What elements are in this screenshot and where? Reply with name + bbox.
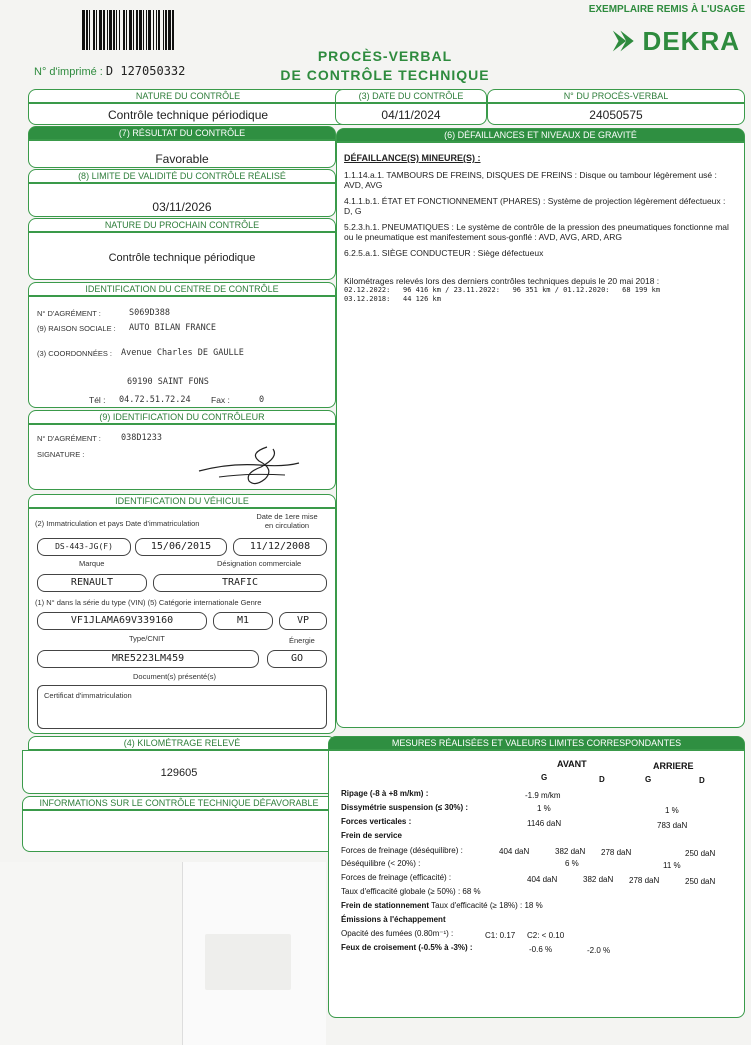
controleur-agrement-value: 038D1233: [121, 433, 162, 443]
first-label-2: en circulation: [264, 521, 310, 530]
ripage-label: Ripage (-8 à +8 m/km) :: [341, 789, 429, 798]
centre-city: 69190 SAINT FONS: [127, 377, 209, 387]
efficacite-value: 382 daN: [583, 875, 614, 884]
controleur-agrement-label: N° D'AGRÉMENT :: [37, 434, 101, 443]
centre-address: Avenue Charles DE GAULLE: [121, 348, 244, 358]
centre-agrement-value: S069D388: [129, 308, 170, 318]
dissym-label: Dissymétrie suspension (≤ 30%) :: [341, 803, 469, 812]
first-label-1: Date de 1ere mise: [256, 512, 318, 521]
col-avant-g: G: [541, 773, 548, 782]
type-label: Type/CNIT: [129, 634, 165, 643]
resultat-box: [28, 140, 336, 168]
prochain-value: Contrôle technique périodique: [108, 252, 256, 264]
centre-raison-label: (9) RAISON SOCIALE :: [37, 324, 116, 333]
defaillance-item: 5.2.3.h.1. PNEUMATIQUES : Le système de contrôle de la pression des pneumatiques fonctionne mal ou le pneumatique est manifestement sous-gonflé : AVD, AVG, ARD, ARG: [344, 222, 729, 242]
stationnement-label: Frein de stationnement: [341, 901, 430, 910]
marque-label: Marque: [79, 559, 105, 568]
desequ-pct-avant: 6 %: [565, 859, 579, 868]
defaillances-content: [344, 153, 736, 304]
defaillances-box: [336, 142, 745, 728]
centre-tel-label: Tél :: [89, 395, 106, 405]
vehicule-box: [28, 508, 336, 734]
dissym-avant: 1 %: [537, 804, 551, 813]
energie-label: Énergie: [289, 636, 315, 645]
date-box: [335, 103, 487, 125]
dekra-logo: [610, 24, 740, 58]
frein-service-label: Frein de service: [341, 831, 402, 840]
forces-label: Forces verticales :: [341, 817, 412, 826]
taux-global: Taux d'efficacité globale (≥ 50%) : 68 %: [341, 887, 481, 896]
centre-fax-value: 0: [259, 395, 265, 405]
imprime-row: [34, 64, 185, 78]
genre-field: VP: [279, 612, 327, 630]
feux-label: Feux de croisement (-0.5% à -3%) :: [341, 943, 473, 952]
opacite-c1: C1: 0.17: [485, 931, 516, 940]
nature-value: Contrôle technique périodique: [107, 108, 269, 122]
pv-value: 24050575: [589, 108, 643, 122]
validite-label: (8) LIMITE DE VALIDITÉ DU CONTRÔLE RÉALISÉ: [28, 169, 336, 183]
ripage-value: -1.9 m/km: [525, 791, 561, 800]
opacite-label: Opacité des fumées (0.80m⁻¹) :: [341, 929, 454, 938]
mesures-box: [328, 750, 745, 1018]
feux-d: -2.0 %: [587, 946, 611, 955]
defaillance-item: 6.2.5.a.1. SIÈGE CONDUCTEUR : Siège défectueux: [344, 248, 544, 258]
exemplaire-label: EXEMPLAIRE REMIS À L'USAGE: [588, 4, 745, 15]
pv-label: N° DU PROCÈS-VERBAL: [487, 89, 745, 103]
centre-label: IDENTIFICATION DU CENTRE DE CONTRÔLE: [28, 282, 336, 296]
arriere-header: ARRIERE: [653, 761, 694, 771]
prochain-label: NATURE DU PROCHAIN CONTRÔLE: [28, 218, 336, 232]
sticker-area: [205, 934, 291, 990]
stationnement-value: Taux d'efficacité (≥ 18%) : 18 %: [431, 901, 543, 910]
efficacite-value: 278 daN: [629, 876, 660, 885]
infos-box: [22, 810, 336, 852]
imprime-value: D 127050332: [105, 64, 186, 78]
centre-raison-value: AUTO BILAN FRANCE: [129, 323, 216, 333]
blank-area: [0, 862, 182, 1045]
blank-sheet: [182, 862, 326, 1045]
km-history-2: 03.12.2018: 44 126 km: [344, 295, 441, 303]
col-arriere-d: D: [699, 776, 705, 785]
feux-g: -0.6 %: [529, 945, 553, 954]
resultat-value: Favorable: [155, 152, 209, 166]
mesures-label: MESURES RÉALISÉES ET VALEURS LIMITES CORRESPONDANTES: [328, 736, 745, 750]
nature-box: [28, 103, 348, 125]
vehicule-label: IDENTIFICATION DU VÉHICULE: [28, 494, 336, 508]
centre-tel-value: 04.72.51.72.24: [119, 395, 191, 405]
desequ-value: 278 daN: [601, 848, 632, 857]
efficacite-label: Forces de freinage (efficacité) :: [341, 873, 452, 882]
emissions-label: Émissions à l'échappement: [341, 915, 446, 924]
col-avant-d: D: [599, 775, 605, 784]
forces-arriere: 783 daN: [657, 821, 688, 830]
defaillances-label: (6) DÉFAILLANCES ET NIVEAUX DE GRAVITÉ: [336, 128, 745, 142]
km-box: [22, 750, 336, 794]
defaillance-item: 1.1.14.a.1. TAMBOURS DE FREINS, DISQUES DE FREINS : Disque ou tambour légèrement usé : AVD, AVG: [344, 170, 717, 190]
validite-box: [28, 183, 336, 217]
desequ-value: 382 daN: [555, 847, 586, 856]
type-field: MRE5223LM459: [37, 650, 259, 668]
designation-label: Désignation commerciale: [217, 559, 302, 568]
km-label: (4) KILOMÉTRAGE RELEVÉ: [28, 736, 336, 750]
infos-label: INFORMATIONS SUR LE CONTRÔLE TECHNIQUE DÉFAVORABLE: [22, 796, 336, 810]
km-intro: Kilométrages relevés lors des derniers contrôles techniques depuis le 20 mai 2018 :: [344, 276, 660, 286]
energie-field: GO: [267, 650, 327, 668]
immat-field: DS-443-JG(F): [37, 538, 131, 556]
date-immat-field: 15/06/2015: [135, 538, 227, 556]
vin-label: (1) N° dans la série du type (VIN) (5) Catégorie internationale Genre: [35, 598, 262, 607]
defaillances-heading: DÉFAILLANCE(S) MINEURE(S) :: [344, 153, 481, 163]
centre-coord-label: (3) COORDONNÉES :: [37, 349, 113, 358]
title-line2: DE CONTRÔLE TECHNIQUE: [280, 67, 490, 83]
vin-field: VF1JLAMA69V339160: [37, 612, 207, 630]
signature-icon: [189, 443, 309, 489]
desequ-value: 404 daN: [499, 847, 530, 856]
imprime-label: N° d'imprimé :: [34, 66, 103, 78]
date-label: (3) DATE DU CONTRÔLE: [335, 89, 487, 103]
documents-value: Certificat d'immatriculation: [44, 691, 132, 700]
avant-header: AVANT: [557, 759, 587, 769]
controleur-box: [28, 424, 336, 490]
controleur-label: (9) IDENTIFICATION DU CONTRÔLEUR: [28, 410, 336, 424]
km-history-1: 02.12.2022: 96 416 km / 23.11.2022: 96 351 km / 01.12.2020: 68 199 km: [344, 286, 661, 294]
dekra-logo-icon: [610, 27, 637, 55]
documents-label: Document(s) présenté(s): [133, 672, 216, 681]
dekra-brand: DEKRA: [642, 25, 740, 56]
date-value: 04/11/2024: [381, 108, 441, 122]
desequ-value: 250 daN: [685, 849, 716, 858]
nature-label: NATURE DU CONTRÔLE: [28, 89, 348, 103]
desequ-pct-label: Déséquilibre (< 20%) :: [341, 859, 421, 868]
centre-fax-label: Fax :: [211, 395, 230, 405]
controleur-signature-label: SIGNATURE :: [37, 450, 85, 459]
immat-label: (2) Immatriculation et pays Date d'immatriculation: [35, 519, 200, 528]
forces-avant: 1146 daN: [527, 819, 562, 828]
designation-field: TRAFIC: [153, 574, 327, 592]
title-line1: PROCÈS-VERBAL: [317, 48, 453, 64]
centre-agrement-label: N° D'AGRÉMENT :: [37, 309, 101, 318]
documents-field: [37, 685, 327, 729]
desequ-label: Forces de freinage (déséquilibre) :: [341, 846, 463, 855]
opacite-c2: C2: < 0.10: [527, 931, 565, 940]
validite-value: 03/11/2026: [152, 200, 212, 214]
resultat-label: (7) RÉSULTAT DU CONTRÔLE: [28, 126, 336, 140]
dissym-arriere: 1 %: [665, 806, 679, 815]
centre-box: [28, 296, 336, 408]
defaillance-item: 4.1.1.b.1. ÉTAT ET FONCTIONNEMENT (PHARES) : Système de projection légèrement défectueux : D, G: [344, 196, 726, 216]
desequ-pct-arriere: 11 %: [663, 861, 681, 870]
date-first-field: 11/12/2008: [233, 538, 327, 556]
efficacite-value: 250 daN: [685, 877, 716, 886]
prochain-box: [28, 232, 336, 280]
categorie-field: M1: [213, 612, 273, 630]
marque-field: RENAULT: [37, 574, 147, 592]
col-arriere-g: G: [645, 775, 652, 784]
efficacite-value: 404 daN: [527, 875, 558, 884]
pv-box: [487, 103, 745, 125]
barcode: [82, 10, 252, 50]
km-value: 129605: [160, 767, 198, 779]
